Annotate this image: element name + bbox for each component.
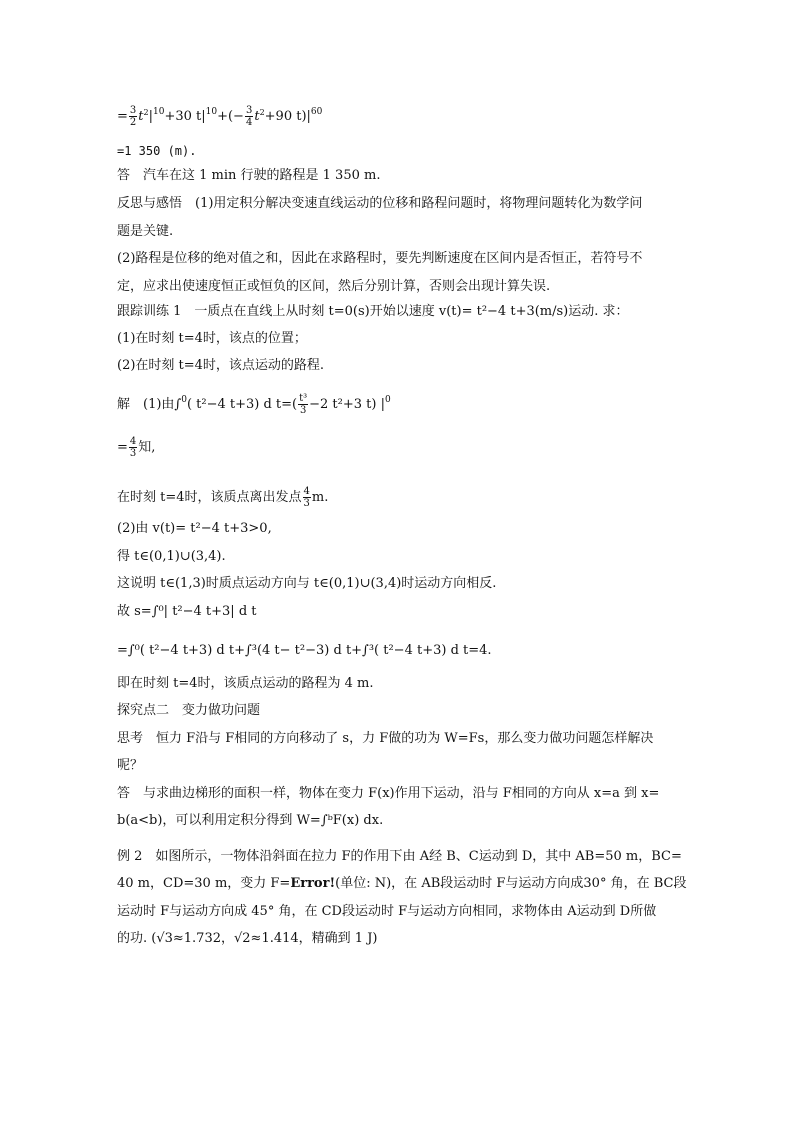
fraction-denominator: 3: [299, 405, 307, 416]
fraction-4-over-3: [303, 486, 311, 509]
equation-line-2: =1 350 (m).: [117, 144, 197, 158]
term-90t: +90 t): [264, 109, 307, 124]
example-line-1: 例 2 如图所示，一物体沿斜面在拉力 F的作用下由 A经 B、C运动到 D，其中 AB=50 m，BC=: [117, 849, 682, 864]
reflection-line-2: 题是关键.: [117, 224, 174, 239]
eval-limit: 10: [205, 107, 218, 117]
solution-line-5: 得 t∈(0,1)∪(3,4).: [117, 549, 226, 564]
eval-limit: 0: [384, 395, 391, 405]
term-30t: +30 t: [164, 109, 202, 124]
unit: m.: [311, 490, 329, 505]
integrand: ( t²−4 t+3) d t=(: [186, 397, 298, 412]
exponent: 2: [259, 108, 265, 117]
practice-question-2: (2)在时刻 t=4时，该点运动的路程.: [117, 358, 325, 373]
fraction-numerator: 4: [303, 486, 310, 497]
text: (单位: N)，在 AB段运动时 F与运动方向成30° 角，在 BC段: [335, 876, 687, 891]
section-heading: 探究点二 变力做功问题: [117, 703, 261, 718]
fraction-numerator: 3: [245, 105, 253, 116]
solution-line-7: 故 s=∫⁰| t²−4 t+3| d t: [117, 604, 257, 619]
think-line-2: 呢？: [117, 758, 144, 773]
reflection-line-1: 反思与感悟 (1)用定积分解决变速直线运动的位移和路程问题时，将物理问题转化为数学问: [117, 196, 643, 211]
answer-line-2: b(a<b)，可以利用定积分得到 W=∫ᵇF(x) dx.: [117, 813, 384, 828]
solution-line-1: [117, 392, 391, 416]
fraction-denominator: 2: [129, 117, 137, 128]
answer-line: 答 汽车在这 1 min 行驶的路程是 1 350 m.: [117, 168, 381, 183]
equals-sign: =: [117, 109, 128, 124]
solution-line-9: 即在时刻 t=4时，该质点运动的路程为 4 m.: [117, 676, 374, 691]
error-field: Error!: [290, 876, 336, 891]
variable-t: t: [254, 109, 260, 124]
fraction-denominator: 4: [245, 117, 253, 128]
practice-question-1: (1)在时刻 t=4时，该点的位置；: [117, 331, 307, 346]
fraction-numerator: 3: [129, 105, 137, 116]
think-line-1: 思考 恒力 F沿与 F相同的方向移动了 s，力 F做的功为 W=Fs，那么变力做功问题怎样解决: [117, 731, 654, 746]
solution-line-8: =∫⁰( t²−4 t+3) d t+∫³(4 t− t²−3) d t+∫³( t²−4 t+3) d t=4.: [117, 643, 492, 658]
fraction-numerator: t³: [299, 393, 308, 404]
example-line-2: [117, 876, 686, 892]
variable-t: t: [138, 109, 144, 124]
reflection-line-4: 定，应求出使速度恒正或恒负的区间，然后分别计算，否则会出现计算失误.: [117, 279, 551, 294]
fraction-numerator: 4: [129, 436, 137, 447]
fraction-3-over-2: [129, 105, 137, 128]
eval-limit: 10: [153, 107, 165, 117]
example-line-4: 的功. (√3≈1.732，√2≈1.414，精确到 1 J): [117, 931, 378, 946]
reflection-line-3: (2)路程是位移的绝对值之和，因此在求路程时，要先判断速度在区间内是否恒正，若符号不: [117, 251, 643, 266]
eval-bar: |: [201, 109, 206, 124]
integral-limit: 0: [181, 395, 187, 405]
equals-sign: =: [117, 440, 128, 455]
term-open: +(−: [217, 109, 244, 124]
solution-prefix: 解 (1)由∫: [117, 397, 182, 412]
example-line-3: 运动时 F与运动方向成 45° 角，在 CD段运动时 F与运动方向相同，求物体由 A运动到 D所做: [117, 904, 657, 919]
eval-limit: 60: [310, 107, 323, 117]
practice-heading: 跟踪训练 1 一质点在直线上从时刻 t=0(s)开始以速度 v(t)= t²−4 t+3(m/s)运动. 求：: [117, 304, 629, 319]
solution-line-6: 这说明 t∈(1,3)时质点运动方向与 t∈(0,1)∪(3,4)时运动方向相反.: [117, 576, 497, 591]
text: 知,: [138, 440, 156, 455]
solution-line-4: (2)由 v(t)= t²−4 t+3>0,: [117, 521, 272, 536]
eval-bar: |: [306, 109, 311, 124]
antiderivative: −2 t²+3 t) |: [309, 397, 385, 412]
solution-line-2: [117, 436, 155, 459]
fraction-denominator: 3: [129, 448, 137, 459]
fraction-t3-over-3: [298, 393, 308, 416]
text: 40 m，CD=30 m，变力 F=: [117, 876, 291, 891]
eval-bar: |: [148, 109, 153, 124]
equation-line-1: [117, 104, 322, 128]
fraction-3-over-4: [245, 105, 253, 128]
text: 在时刻 t=4时，该质点离出发点: [117, 490, 302, 505]
solution-line-3: [117, 486, 328, 509]
fraction-denominator: 3: [303, 498, 310, 509]
fraction-4-over-3: [129, 436, 137, 459]
exponent: 2: [143, 108, 149, 117]
answer-line-1: 答 与求曲边梯形的面积一样，物体在变力 F(x)作用下运动，沿与 F相同的方向从 x=a 到 x=: [117, 786, 660, 801]
